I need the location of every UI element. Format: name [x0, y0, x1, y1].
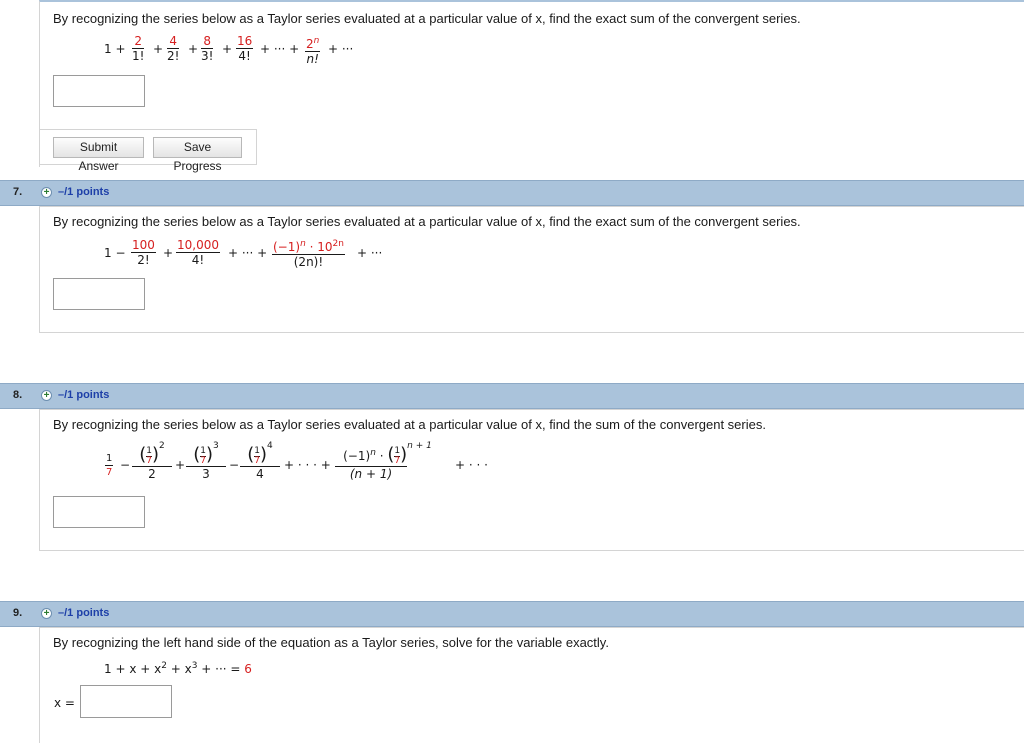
q7-term-1: $\frac{100}{2!}$	[132, 238, 155, 267]
q7-plus: +	[163, 246, 174, 260]
expand-plus-icon[interactable]: +	[41, 608, 52, 619]
q9-variable-label: x =	[54, 696, 75, 710]
question-9-points: –/1 points	[58, 607, 110, 619]
question-7-prompt: By recognizing the series below as a Taylor series evaluated at a particular value of x, find the exact sum of the convergent series.	[53, 214, 801, 229]
q6-term-2: $\frac{4}{2!}$	[167, 34, 180, 63]
q7-ellipsis: + ··· +	[228, 246, 268, 260]
q7-tail: + ···	[357, 246, 383, 260]
q6-general-term: $\frac{2^n}{n!}$	[306, 36, 320, 66]
q6-plus-3: +	[222, 42, 233, 56]
q9-equation: $1 + x + x^2 + x^3$ + ··· = 6	[104, 661, 252, 676]
q6-ellipsis: + ··· +	[260, 42, 300, 56]
q6-lead: 1 +	[104, 42, 126, 56]
q6-plus-2: +	[188, 42, 199, 56]
q9-answer-input[interactable]	[80, 685, 172, 718]
q8-answer-input[interactable]	[53, 496, 145, 528]
question-6-prompt: By recognizing the series below as a Taylor series evaluated at a particular value of x, find the exact sum of the convergent series.	[53, 11, 801, 26]
question-9-header	[0, 601, 1024, 627]
question-9-number: 9.	[13, 607, 23, 619]
expand-plus-icon[interactable]: +	[41, 187, 52, 198]
submit-answer-button[interactable]: Submit Answer	[53, 137, 144, 158]
question-7-points: –/1 points	[58, 186, 110, 198]
q8-minus-2: −	[229, 458, 240, 472]
question-7-header	[0, 180, 1024, 206]
q8-term-2: ( $\frac{1}{7}$ )$^2$ 2	[132, 440, 172, 481]
q8-term-3: ( $\frac{1}{7}$ )$^3$ 3	[186, 440, 226, 481]
question-7-number: 7.	[13, 186, 23, 198]
question-8-number: 8.	[13, 389, 23, 401]
q7-lead: 1 −	[104, 246, 126, 260]
q6-answer-input[interactable]	[53, 75, 145, 107]
q6-plus-1: +	[153, 42, 164, 56]
q8-tail: + · · ·	[455, 458, 488, 472]
save-progress-button[interactable]: Save Progress	[153, 137, 242, 158]
q8-minus-1: −	[120, 458, 131, 472]
q6-tail: + ···	[328, 42, 354, 56]
question-8-prompt: By recognizing the series below as a Taylor series evaluated at a particular value of x, find the sum of the convergent series.	[53, 417, 766, 432]
question-8-header	[0, 383, 1024, 409]
q8-ellipsis: + · · · +	[284, 458, 331, 472]
q6-term-4: $\frac{16}{4!}$	[237, 34, 253, 63]
q8-plus-1: +	[175, 458, 186, 472]
q8-general-term: $(-1)^n$ · ( $\frac{1}{7}$ )$^{n + 1}$ (n + 1)	[335, 440, 440, 481]
q8-term-4: ( $\frac{1}{7}$ )$^4$ 4	[240, 440, 280, 481]
q7-general-term: $\frac{(-1)^n \cdot 10^{2n}}{(2n)!}$	[273, 239, 344, 269]
question-8-points: –/1 points	[58, 389, 110, 401]
q8-first-term: $\frac{1}{7}$	[106, 453, 113, 478]
question-9-prompt: By recognizing the left hand side of the equation as a Taylor series, solve for the variable exactly.	[53, 635, 609, 650]
q7-term-2: $\frac{10,000}{4!}$	[177, 238, 219, 267]
q6-term-1: $\frac{2}{1!}$	[132, 34, 145, 63]
q6-term-3: $\frac{8}{3!}$	[201, 34, 214, 63]
expand-plus-icon[interactable]: +	[41, 390, 52, 401]
q7-answer-input[interactable]	[53, 278, 145, 310]
